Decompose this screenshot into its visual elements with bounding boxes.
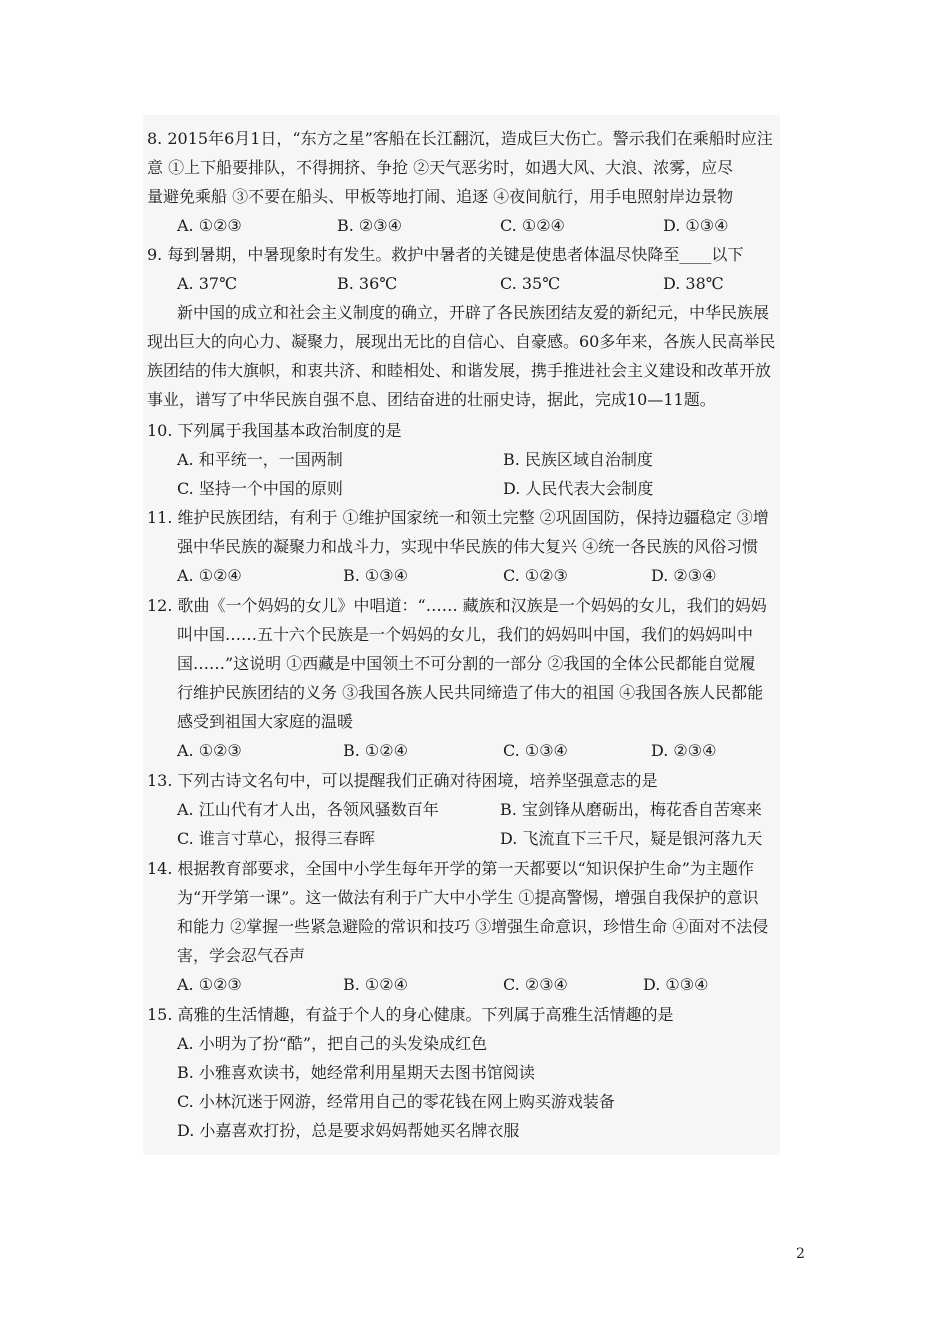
q12-line-4: [143, 679, 780, 707]
q14-text: 和能力 ②掌握一些紧急避险的常识和技巧 ③增强生命意识，珍惜生命 ④面对不法侵: [177, 917, 769, 936]
q14-line-3: [143, 913, 780, 941]
q12-line-3: [143, 650, 780, 678]
q9-option-b: B. 36℃: [337, 274, 398, 293]
q14-text: 害，学会忍气吞声: [177, 946, 306, 965]
q15-option-d-row: [143, 1117, 780, 1145]
q15-line-1: [143, 1001, 780, 1029]
q15-text: 15. 高雅的生活情趣，有益于个人的身心健康。下列属于高雅生活情趣的是: [147, 1005, 674, 1024]
q15-option-a: A. 小明为了扮“酷”，把自己的头发染成红色: [177, 1034, 488, 1053]
q9-option-d: D. 38℃: [663, 274, 724, 293]
passage-text: 新中国的成立和社会主义制度的确立，开辟了各民族团结友爱的新纪元，中华民族展: [177, 303, 770, 322]
q15-option-d: D. 小嘉喜欢打扮，总是要求妈妈帮她买名牌衣服: [177, 1121, 520, 1140]
q8-text: 量避免乘船 ③不要在船头、甲板等地打闹、追逐 ④夜间航行，用手电照射岸边景物: [147, 187, 734, 206]
q11-option-c: C. ①②③: [503, 566, 568, 585]
scanned-exam-page: [143, 115, 780, 1155]
q8-option-d: D. ①③④: [663, 216, 729, 235]
q11-option-b: B. ①③④: [343, 566, 408, 585]
q12-text: 12. 歌曲《一个妈妈的女儿》中唱道：“…… 藏族和汉族是一个妈妈的女儿，我们的妈妈: [147, 596, 767, 615]
q8-options: [143, 212, 780, 240]
q14-text: 14. 根据教育部要求，全国中小学生每年开学的第一天都要以“知识保护生命”为主题作: [147, 859, 754, 878]
q12-text: 行维护民族团结的义务 ③我国各族人民共同缔造了伟大的祖国 ④我国各族人民都能: [177, 683, 764, 702]
q9-text: 9. 每到暑期，中暑现象时有发生。救护中暑者的关键是使患者体温尽快降至____以下: [147, 245, 744, 264]
q15-option-b: B. 小雅喜欢读书，她经常利用星期天去图书馆阅读: [177, 1063, 535, 1082]
passage-line-3: [143, 357, 780, 385]
q9-options: [143, 270, 780, 298]
q9-option-c: C. 35℃: [500, 274, 561, 293]
q15-option-a-row: [143, 1030, 780, 1058]
q15-option-c: C. 小林沉迷于网游，经常用自己的零花钱在网上购买游戏装备: [177, 1092, 615, 1111]
q8-option-c: C. ①②④: [500, 216, 565, 235]
q13-options-row-2: [143, 825, 780, 853]
q10-text: 10. 下列属于我国基本政治制度的是: [147, 421, 402, 440]
q8-text: 意 ①上下船要排队，不得拥挤、争抢 ②天气恶劣时，如遇大风、大浪、浓雾，应尽: [147, 158, 734, 177]
q8-option-b: B. ②③④: [337, 216, 402, 235]
passage-text: 族团结的伟大旗帜，和衷共济、和睦相处、和谐发展，携手推进社会主义建设和改革开放: [147, 361, 772, 380]
q12-text: 叫中国……五十六个民族是一个妈妈的女儿，我们的妈妈叫中国，我们的妈妈叫中: [177, 625, 754, 644]
q11-option-d: D. ②③④: [651, 566, 717, 585]
q9-line-1: [143, 241, 780, 269]
passage-text: 事业，谱写了中华民族自强不息、团结奋进的壮丽史诗，据此，完成10—11题。: [147, 390, 716, 409]
q11-line-1: [143, 504, 780, 532]
q15-option-c-row: [143, 1088, 780, 1116]
q13-options-row-1: [143, 796, 780, 824]
q12-option-c: C. ①③④: [503, 741, 568, 760]
q12-text: 国……”这说明 ①西藏是中国领土不可分割的一部分 ②我国的全体公民都能自觉履: [177, 654, 756, 673]
q10-option-a: A. 和平统一，一国两制: [177, 450, 343, 469]
q12-line-2: [143, 621, 780, 649]
q11-options: [143, 562, 780, 590]
q14-line-2: [143, 884, 780, 912]
q11-text: 强中华民族的凝聚力和战斗力，实现中华民族的伟大复兴 ④统一各民族的风俗习惯: [177, 537, 759, 556]
q8-text: 8. 2015年6月1日，“东方之星”客船在长江翻沉，造成巨大伤亡。警示我们在乘船时应注: [147, 129, 773, 148]
q9-option-a: A. 37℃: [177, 274, 237, 293]
q8-option-a: A. ①②③: [177, 216, 242, 235]
q12-line-5: [143, 708, 780, 736]
q13-option-b: B. 宝剑锋从磨砺出，梅花香自苦寒来: [500, 800, 762, 819]
q10-line-1: [143, 417, 780, 445]
passage-line-1: [143, 299, 780, 327]
q12-options: [143, 737, 780, 765]
q11-text: 11. 维护民族团结，有利于 ①维护国家统一和领土完整 ②巩固国防，保持边疆稳定 ③增: [147, 508, 769, 527]
q14-line-1: [143, 855, 780, 883]
q15-option-b-row: [143, 1059, 780, 1087]
page-number: 2: [796, 1246, 805, 1262]
q13-text: 13. 下列古诗文名句中，可以提醒我们正确对待困境，培养坚强意志的是: [147, 771, 658, 790]
q14-line-4: [143, 942, 780, 970]
q14-option-a: A. ①②③: [177, 975, 242, 994]
q11-option-a: A. ①②④: [177, 566, 242, 585]
q8-line-1: [143, 125, 780, 153]
q14-option-c: C. ②③④: [503, 975, 568, 994]
q11-line-2: [143, 533, 780, 561]
q12-text: 感受到祖国大家庭的温暖: [177, 712, 354, 731]
q12-line-1: [143, 592, 780, 620]
q13-option-d: D. 飞流直下三千尺，疑是银河落九天: [500, 829, 763, 848]
q8-line-3: [143, 183, 780, 211]
passage-text: 现出巨大的向心力、凝聚力，展现出无比的自信心、自豪感。60多年来，各族人民高举民: [147, 332, 776, 351]
passage-line-2: [143, 328, 780, 356]
q10-options-row-1: [143, 446, 780, 474]
q10-option-d: D. 人民代表大会制度: [503, 479, 654, 498]
q14-option-b: B. ①②④: [343, 975, 408, 994]
q13-option-c: C. 谁言寸草心，报得三春晖: [177, 829, 375, 848]
q10-option-b: B. 民族区域自治制度: [503, 450, 653, 469]
q10-option-c: C. 坚持一个中国的原则: [177, 479, 343, 498]
q12-option-a: A. ①②③: [177, 741, 242, 760]
q13-option-a: A. 江山代有才人出，各领风骚数百年: [177, 800, 439, 819]
q14-option-d: D. ①③④: [643, 975, 709, 994]
q14-options: [143, 971, 780, 999]
q10-options-row-2: [143, 475, 780, 503]
q14-text: 为“开学第一课”。这一做法有利于广大中小学生 ①提高警惕，增强自我保护的意识: [177, 888, 759, 907]
q13-line-1: [143, 767, 780, 795]
q12-option-d: D. ②③④: [651, 741, 717, 760]
passage-line-4: [143, 386, 780, 414]
q8-line-2: [143, 154, 780, 182]
q12-option-b: B. ①②④: [343, 741, 408, 760]
